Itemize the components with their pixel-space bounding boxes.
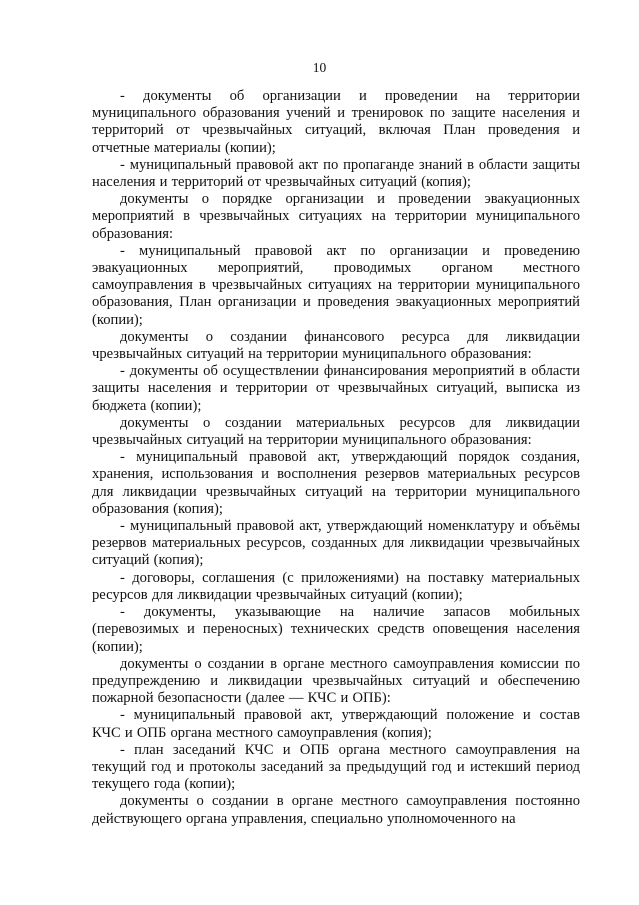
paragraph-14: - план заседаний КЧС и ОПБ органа местного самоуправления на текущий год и протоколы заседаний за предыдущий год и истекший период текущего года (копии); <box>92 741 580 793</box>
paragraph-7: документы о создании материальных ресурсов для ликвидации чрезвычайных ситуаций на территории муниципального образования: <box>92 414 580 449</box>
paragraph-12: документы о создании в органе местного самоуправления комиссии по предупреждению и ликвидации чрезвычайных ситуаций и обеспечению пожарной безопасности (далее — КЧС и ОПБ): <box>92 655 580 707</box>
paragraph-13: - муниципальный правовой акт, утверждающий положение и состав КЧС и ОПБ органа местного самоуправления (копия); <box>92 707 580 741</box>
paragraph-11: - документы, указывающие на наличие запасов мобильных (перевозимых и переносных) технических средств оповещения населения (копии); <box>92 604 580 655</box>
paragraph-6: - документы об осуществлении финансирования мероприятий в области защиты населения и территории от чрезвычайных ситуаций, выписка из бюджета (копии); <box>92 363 580 414</box>
paragraph-1: - документы об организации и проведении на территории муниципального образования учений и тренировок по защите населения и территорий от чрезвычайных ситуаций, включая План проведения и отчетные материалы (копии); <box>92 88 580 156</box>
paragraph-2: - муниципальный правовой акт по пропаганде знаний в области защиты населения и территорий от чрезвычайных ситуаций (копия); <box>92 156 580 191</box>
paragraph-15: документы о создании в органе местного самоуправления постоянно действующего органа управления, специально уполномоченного на <box>92 793 580 827</box>
paragraph-9: - муниципальный правовой акт, утверждающий номенклатуру и объёмы резервов материальных ресурсов, созданных для ликвидации чрезвычайных ситуаций (копия); <box>92 518 580 569</box>
paragraph-3: документы о порядке организации и проведении эвакуационных мероприятий в чрезвычайных ситуациях на территории муниципального образования: <box>92 191 580 242</box>
paragraph-4: - муниципальный правовой акт по организации и проведению эвакуационных мероприятий, проводимых органом местного самоуправления в чрезвычайных ситуациях на территории муниципального образования, План организации и проведения эвакуационных мероприятий (копии); <box>92 242 580 328</box>
paragraph-5: документы о создании финансового ресурса для ликвидации чрезвычайных ситуаций на территории муниципального образования: <box>92 328 580 363</box>
page-number: 10 <box>312 60 327 75</box>
paragraph-8: - муниципальный правовой акт, утверждающий порядок создания, хранения, использования и восполнения резервов материальных ресурсов для ликвидации чрезвычайных ситуаций на территории муниципального образования (копия); <box>92 449 580 517</box>
paragraph-10: - договоры, соглашения (с приложениями) на поставку материальных ресурсов для ликвидации чрезвычайных ситуаций (копии); <box>92 569 580 603</box>
document-body <box>92 88 580 828</box>
